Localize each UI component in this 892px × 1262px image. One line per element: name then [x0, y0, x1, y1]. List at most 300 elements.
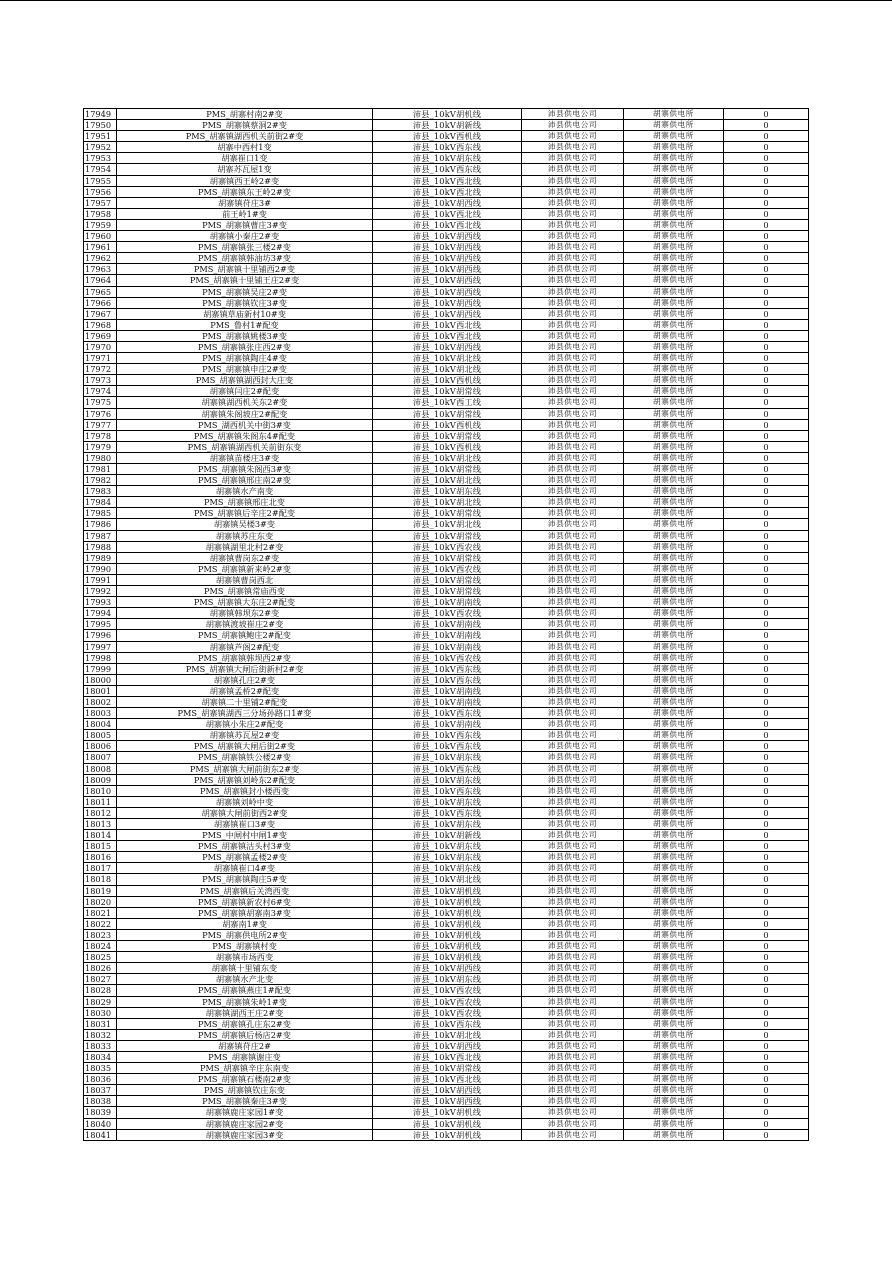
- transformer-name-cell: PMS_胡寨镇韩油坊3#变: [117, 253, 373, 264]
- value-cell: 0: [724, 242, 809, 253]
- value-cell: 0: [724, 597, 809, 608]
- row-number-cell: 18016: [84, 852, 117, 863]
- value-cell: 0: [724, 1107, 809, 1118]
- company-cell: 沛县供电公司: [522, 475, 624, 486]
- line-cell: 沛县_10kV胡机线: [373, 1107, 522, 1118]
- station-cell: 胡寨供电所: [624, 730, 724, 741]
- line-cell: 沛县_10kV西机线: [373, 375, 522, 386]
- table-row: [84, 242, 809, 253]
- value-cell: 0: [724, 1063, 809, 1074]
- station-cell: 胡寨供电所: [624, 164, 724, 175]
- value-cell: 0: [724, 763, 809, 774]
- row-number-cell: 18023: [84, 929, 117, 940]
- company-cell: 沛县供电公司: [522, 153, 624, 164]
- line-cell: 沛县_10kV胡常线: [373, 508, 522, 519]
- transformer-name-cell: 胡寨南1#变: [117, 918, 373, 929]
- table-body: [84, 109, 809, 1141]
- row-number-cell: 17963: [84, 264, 117, 275]
- station-cell: 胡寨供电所: [624, 319, 724, 330]
- table-row: [84, 219, 809, 230]
- value-cell: 0: [724, 231, 809, 242]
- table-row: [84, 652, 809, 663]
- row-number-cell: 18026: [84, 963, 117, 974]
- value-cell: 0: [724, 1085, 809, 1096]
- row-number-cell: 17988: [84, 541, 117, 552]
- station-cell: 胡寨供电所: [624, 264, 724, 275]
- line-cell: 沛县_10kV胡机线: [373, 941, 522, 952]
- transformer-name-cell: PMS_胡寨镇胡寨南3#变: [117, 907, 373, 918]
- table-row: [84, 807, 809, 818]
- company-cell: 沛县供电公司: [522, 563, 624, 574]
- table-row: [84, 929, 809, 940]
- transformer-name-cell: 胡寨镇芦阁2#配变: [117, 641, 373, 652]
- value-cell: 0: [724, 330, 809, 341]
- row-number-cell: 17983: [84, 486, 117, 497]
- line-cell: 沛县_10kV胡北线: [373, 364, 522, 375]
- value-cell: 0: [724, 497, 809, 508]
- company-cell: 沛县供电公司: [522, 197, 624, 208]
- transformer-name-cell: PMS_胡寨镇蔡洞2#变: [117, 120, 373, 131]
- value-cell: 0: [724, 109, 809, 120]
- row-number-cell: 18011: [84, 796, 117, 807]
- value-cell: 0: [724, 674, 809, 685]
- station-cell: 胡寨供电所: [624, 253, 724, 264]
- table-row: [84, 685, 809, 696]
- company-cell: 沛县供电公司: [522, 175, 624, 186]
- row-number-cell: 18031: [84, 1018, 117, 1029]
- value-cell: 0: [724, 819, 809, 830]
- station-cell: 胡寨供电所: [624, 719, 724, 730]
- value-cell: 0: [724, 985, 809, 996]
- station-cell: 胡寨供电所: [624, 774, 724, 785]
- company-cell: 沛县供电公司: [522, 741, 624, 752]
- row-number-cell: 18007: [84, 752, 117, 763]
- company-cell: 沛县供电公司: [522, 574, 624, 585]
- transformer-name-cell: PMS_胡寨镇大闸前街东2#变: [117, 763, 373, 774]
- station-cell: 胡寨供电所: [624, 663, 724, 674]
- station-cell: 胡寨供电所: [624, 497, 724, 508]
- table-row: [84, 441, 809, 452]
- value-cell: 0: [724, 941, 809, 952]
- station-cell: 胡寨供电所: [624, 475, 724, 486]
- company-cell: 沛县供电公司: [522, 1129, 624, 1140]
- transformer-name-cell: 胡寨镇湖西王庄2#变: [117, 1007, 373, 1018]
- table-row: [84, 208, 809, 219]
- table-row: [84, 341, 809, 352]
- row-number-cell: 18006: [84, 741, 117, 752]
- row-number-cell: 18035: [84, 1063, 117, 1074]
- row-number-cell: 17981: [84, 464, 117, 475]
- station-cell: 胡寨供电所: [624, 885, 724, 896]
- table-row: [84, 364, 809, 375]
- station-cell: 胡寨供电所: [624, 109, 724, 120]
- row-number-cell: 18018: [84, 874, 117, 885]
- table-row: [84, 286, 809, 297]
- line-cell: 沛县_10kV胡常线: [373, 586, 522, 597]
- table-row: [84, 452, 809, 463]
- company-cell: 沛县供电公司: [522, 1029, 624, 1040]
- value-cell: 0: [724, 696, 809, 707]
- transformer-name-cell: 胡寨镇苻庄2#: [117, 1040, 373, 1051]
- company-cell: 沛县供电公司: [522, 319, 624, 330]
- row-number-cell: 17980: [84, 452, 117, 463]
- table-row: [84, 253, 809, 264]
- company-cell: 沛县供电公司: [522, 918, 624, 929]
- transformer-name-cell: PMS_胡寨镇沽头村3#变: [117, 841, 373, 852]
- transformer-name-cell: 前王岭1#变: [117, 208, 373, 219]
- table-row: [84, 941, 809, 952]
- transformer-name-cell: 胡寨镇鹿庄家园1#变: [117, 1107, 373, 1118]
- station-cell: 胡寨供电所: [624, 142, 724, 153]
- company-cell: 沛县供电公司: [522, 1085, 624, 1096]
- company-cell: 沛县供电公司: [522, 708, 624, 719]
- station-cell: 胡寨供电所: [624, 242, 724, 253]
- line-cell: 沛县_10kV西农线: [373, 985, 522, 996]
- transformer-name-cell: PMS_胡寨镇陶庄4#变: [117, 353, 373, 364]
- company-cell: 沛县供电公司: [522, 253, 624, 264]
- station-cell: 胡寨供电所: [624, 563, 724, 574]
- value-cell: 0: [724, 419, 809, 430]
- row-number-cell: 18003: [84, 708, 117, 719]
- line-cell: 沛县_10kV西东线: [373, 741, 522, 752]
- station-cell: 胡寨供电所: [624, 1118, 724, 1129]
- line-cell: 沛县_10kV西北线: [373, 208, 522, 219]
- value-cell: 0: [724, 741, 809, 752]
- company-cell: 沛县供电公司: [522, 353, 624, 364]
- company-cell: 沛县供电公司: [522, 519, 624, 530]
- transformer-name-cell: 胡寨苏瓦屋1变: [117, 164, 373, 175]
- row-number-cell: 17959: [84, 219, 117, 230]
- company-cell: 沛县供电公司: [522, 464, 624, 475]
- station-cell: 胡寨供电所: [624, 941, 724, 952]
- row-number-cell: 18014: [84, 830, 117, 841]
- company-cell: 沛县供电公司: [522, 674, 624, 685]
- row-number-cell: 17978: [84, 430, 117, 441]
- row-number-cell: 17985: [84, 508, 117, 519]
- line-cell: 沛县_10kV胡北线: [373, 519, 522, 530]
- transformer-name-cell: 胡寨镇水产南变: [117, 486, 373, 497]
- line-cell: 沛县_10kV胡常线: [373, 530, 522, 541]
- table-row: [84, 1107, 809, 1118]
- table-row: [84, 796, 809, 807]
- station-cell: 胡寨供电所: [624, 963, 724, 974]
- value-cell: 0: [724, 275, 809, 286]
- value-cell: 0: [724, 1040, 809, 1051]
- company-cell: 沛县供电公司: [522, 974, 624, 985]
- company-cell: 沛县供电公司: [522, 364, 624, 375]
- value-cell: 0: [724, 608, 809, 619]
- row-number-cell: 17949: [84, 109, 117, 120]
- station-cell: 胡寨供电所: [624, 386, 724, 397]
- transformer-name-cell: PMS_胡寨镇湖西机关前街东变: [117, 441, 373, 452]
- company-cell: 沛县供电公司: [522, 441, 624, 452]
- table-row: [84, 974, 809, 985]
- transformer-name-cell: PMS_胡寨镇东王岭2#变: [117, 186, 373, 197]
- value-cell: 0: [724, 341, 809, 352]
- station-cell: 胡寨供电所: [624, 219, 724, 230]
- table-row: [84, 131, 809, 142]
- row-number-cell: 18010: [84, 785, 117, 796]
- transformer-name-cell: 胡寨镇小朱庄2#配变: [117, 719, 373, 730]
- line-cell: 沛县_10kV胡南线: [373, 696, 522, 707]
- value-cell: 0: [724, 208, 809, 219]
- table-row: [84, 475, 809, 486]
- station-cell: 胡寨供电所: [624, 175, 724, 186]
- company-cell: 沛县供电公司: [522, 652, 624, 663]
- value-cell: 0: [724, 464, 809, 475]
- transformer-name-cell: PMS_胡寨镇新农村6#变: [117, 896, 373, 907]
- line-cell: 沛县_10kV胡东线: [373, 819, 522, 830]
- row-number-cell: 17968: [84, 319, 117, 330]
- station-cell: 胡寨供电所: [624, 619, 724, 630]
- value-cell: 0: [724, 430, 809, 441]
- row-number-cell: 18005: [84, 730, 117, 741]
- table-row: [84, 863, 809, 874]
- transformer-name-cell: PMS_胡寨镇新来岭2#变: [117, 563, 373, 574]
- station-cell: 胡寨供电所: [624, 874, 724, 885]
- line-cell: 沛县_10kV胡常线: [373, 430, 522, 441]
- company-cell: 沛县供电公司: [522, 719, 624, 730]
- line-cell: 沛县_10kV胡南线: [373, 630, 522, 641]
- line-cell: 沛县_10kV西东线: [373, 708, 522, 719]
- value-cell: 0: [724, 541, 809, 552]
- line-cell: 沛县_10kV胡北线: [373, 452, 522, 463]
- value-cell: 0: [724, 319, 809, 330]
- line-cell: 沛县_10kV胡东线: [373, 863, 522, 874]
- company-cell: 沛县供电公司: [522, 541, 624, 552]
- transformer-name-cell: PMS_胡寨镇邢庄北变: [117, 497, 373, 508]
- line-cell: 沛县_10kV胡东线: [373, 852, 522, 863]
- transformer-name-cell: 胡寨镇刘岭中变: [117, 796, 373, 807]
- company-cell: 沛县供电公司: [522, 164, 624, 175]
- company-cell: 沛县供电公司: [522, 963, 624, 974]
- table-row: [84, 164, 809, 175]
- value-cell: 0: [724, 1129, 809, 1140]
- transformer-name-cell: 胡寨中西村1变: [117, 142, 373, 153]
- company-cell: 沛县供电公司: [522, 408, 624, 419]
- line-cell: 沛县_10kV西北线: [373, 175, 522, 186]
- company-cell: 沛县供电公司: [522, 242, 624, 253]
- row-number-cell: 17953: [84, 153, 117, 164]
- station-cell: 胡寨供电所: [624, 597, 724, 608]
- line-cell: 沛县_10kV胡机线: [373, 1129, 522, 1140]
- company-cell: 沛县供电公司: [522, 208, 624, 219]
- value-cell: 0: [724, 1051, 809, 1062]
- table-row: [84, 674, 809, 685]
- transformer-name-cell: PMS_胡寨镇刘岭东2#配变: [117, 774, 373, 785]
- line-cell: 沛县_10kV胡北线: [373, 475, 522, 486]
- value-cell: 0: [724, 375, 809, 386]
- station-cell: 胡寨供电所: [624, 308, 724, 319]
- table-row: [84, 785, 809, 796]
- row-number-cell: 17974: [84, 386, 117, 397]
- company-cell: 沛县供电公司: [522, 264, 624, 275]
- table-row: [84, 464, 809, 475]
- company-cell: 沛县供电公司: [522, 120, 624, 131]
- row-number-cell: 17992: [84, 586, 117, 597]
- station-cell: 胡寨供电所: [624, 1063, 724, 1074]
- station-cell: 胡寨供电所: [624, 208, 724, 219]
- transformer-name-cell: PMS_胡寨镇朱阁东4#配变: [117, 430, 373, 441]
- company-cell: 沛县供电公司: [522, 819, 624, 830]
- row-number-cell: 17989: [84, 552, 117, 563]
- station-cell: 胡寨供电所: [624, 852, 724, 863]
- value-cell: 0: [724, 142, 809, 153]
- value-cell: 0: [724, 963, 809, 974]
- line-cell: 沛县_10kV胡常线: [373, 574, 522, 585]
- line-cell: 沛县_10kV胡常线: [373, 386, 522, 397]
- company-cell: 沛县供电公司: [522, 730, 624, 741]
- row-number-cell: 18030: [84, 1007, 117, 1018]
- row-number-cell: 18028: [84, 985, 117, 996]
- value-cell: 0: [724, 719, 809, 730]
- transformer-name-cell: PMS_胡寨镇张庄西2#变: [117, 341, 373, 352]
- company-cell: 沛县供电公司: [522, 375, 624, 386]
- value-cell: 0: [724, 1007, 809, 1018]
- station-cell: 胡寨供电所: [624, 541, 724, 552]
- row-number-cell: 17965: [84, 286, 117, 297]
- line-cell: 沛县_10kV西农线: [373, 608, 522, 619]
- value-cell: 0: [724, 841, 809, 852]
- document-page: [83, 108, 808, 1141]
- company-cell: 沛县供电公司: [522, 530, 624, 541]
- table-row: [84, 841, 809, 852]
- transformer-name-cell: 胡寨镇孟桥2#配变: [117, 685, 373, 696]
- table-row: [84, 819, 809, 830]
- row-number-cell: 17996: [84, 630, 117, 641]
- table-row: [84, 996, 809, 1007]
- table-row: [84, 952, 809, 963]
- row-number-cell: 17954: [84, 164, 117, 175]
- station-cell: 胡寨供电所: [624, 464, 724, 475]
- value-cell: 0: [724, 652, 809, 663]
- table-row: [84, 297, 809, 308]
- row-number-cell: 18000: [84, 674, 117, 685]
- transformer-name-cell: PMS_胡寨镇秦庄3#变: [117, 1096, 373, 1107]
- value-cell: 0: [724, 131, 809, 142]
- line-cell: 沛县_10kV胡西线: [373, 275, 522, 286]
- row-number-cell: 17991: [84, 574, 117, 585]
- line-cell: 沛县_10kV胡西线: [373, 242, 522, 253]
- station-cell: 胡寨供电所: [624, 1096, 724, 1107]
- company-cell: 沛县供电公司: [522, 685, 624, 696]
- station-cell: 胡寨供电所: [624, 330, 724, 341]
- station-cell: 胡寨供电所: [624, 419, 724, 430]
- company-cell: 沛县供电公司: [522, 486, 624, 497]
- station-cell: 胡寨供电所: [624, 974, 724, 985]
- station-cell: 胡寨供电所: [624, 574, 724, 585]
- station-cell: 胡寨供电所: [624, 353, 724, 364]
- table-row: [84, 1074, 809, 1085]
- station-cell: 胡寨供电所: [624, 708, 724, 719]
- value-cell: 0: [724, 219, 809, 230]
- line-cell: 沛县_10kV胡西线: [373, 231, 522, 242]
- table-row: [84, 1129, 809, 1140]
- line-cell: 沛县_10kV胡机线: [373, 952, 522, 963]
- value-cell: 0: [724, 630, 809, 641]
- value-cell: 0: [724, 663, 809, 674]
- row-number-cell: 17987: [84, 530, 117, 541]
- value-cell: 0: [724, 752, 809, 763]
- station-cell: 胡寨供电所: [624, 397, 724, 408]
- row-number-cell: 18001: [84, 685, 117, 696]
- transformer-name-cell: PMS_湖西机关中街3#变: [117, 419, 373, 430]
- company-cell: 沛县供电公司: [522, 386, 624, 397]
- station-cell: 胡寨供电所: [624, 197, 724, 208]
- station-cell: 胡寨供电所: [624, 819, 724, 830]
- value-cell: 0: [724, 574, 809, 585]
- row-number-cell: 17977: [84, 419, 117, 430]
- line-cell: 沛县_10kV西东线: [373, 730, 522, 741]
- transformer-name-cell: PMS_胡寨镇湖西封大庄变: [117, 375, 373, 386]
- value-cell: 0: [724, 519, 809, 530]
- line-cell: 沛县_10kV西东线: [373, 142, 522, 153]
- row-number-cell: 18041: [84, 1129, 117, 1140]
- row-number-cell: 17972: [84, 364, 117, 375]
- transformer-name-cell: 胡寨镇湖里北村2#变: [117, 541, 373, 552]
- station-cell: 胡寨供电所: [624, 364, 724, 375]
- row-number-cell: 17999: [84, 663, 117, 674]
- value-cell: 0: [724, 685, 809, 696]
- transformer-name-cell: 胡寨镇渡坡崔庄2#变: [117, 619, 373, 630]
- table-row: [84, 830, 809, 841]
- row-number-cell: 18024: [84, 941, 117, 952]
- row-number-cell: 18004: [84, 719, 117, 730]
- line-cell: 沛县_10kV胡常线: [373, 552, 522, 563]
- line-cell: 沛县_10kV胡机线: [373, 885, 522, 896]
- row-number-cell: 17955: [84, 175, 117, 186]
- company-cell: 沛县供电公司: [522, 231, 624, 242]
- line-cell: 沛县_10kV西北线: [373, 186, 522, 197]
- company-cell: 沛县供电公司: [522, 275, 624, 286]
- transformer-name-cell: 胡寨崔口1变: [117, 153, 373, 164]
- value-cell: 0: [724, 1029, 809, 1040]
- transformer-name-cell: 胡寨镇鹿庄家园2#变: [117, 1118, 373, 1129]
- row-number-cell: 18032: [84, 1029, 117, 1040]
- value-cell: 0: [724, 807, 809, 818]
- company-cell: 沛县供电公司: [522, 608, 624, 619]
- row-number-cell: 17957: [84, 197, 117, 208]
- company-cell: 沛县供电公司: [522, 774, 624, 785]
- transformer-name-cell: 胡寨镇湖西机关东2#变: [117, 397, 373, 408]
- transformer-name-cell: PMS_胡寨供电所2#变: [117, 929, 373, 940]
- table-row: [84, 641, 809, 652]
- station-cell: 胡寨供电所: [624, 985, 724, 996]
- line-cell: 沛县_10kV西东线: [373, 807, 522, 818]
- row-number-cell: 17973: [84, 375, 117, 386]
- company-cell: 沛县供电公司: [522, 852, 624, 863]
- value-cell: 0: [724, 918, 809, 929]
- value-cell: 0: [724, 1074, 809, 1085]
- transformer-name-cell: 胡寨镇崔口3#变: [117, 819, 373, 830]
- transformer-name-cell: 胡寨镇十里铺东变: [117, 963, 373, 974]
- transformer-name-cell: 胡寨镇草庙新村10#变: [117, 308, 373, 319]
- row-number-cell: 17979: [84, 441, 117, 452]
- table-row: [84, 586, 809, 597]
- value-cell: 0: [724, 475, 809, 486]
- transformer-name-cell: 胡寨镇苏瓦屋2#变: [117, 730, 373, 741]
- company-cell: 沛县供电公司: [522, 419, 624, 430]
- line-cell: 沛县_10kV胡东线: [373, 774, 522, 785]
- station-cell: 胡寨供电所: [624, 452, 724, 463]
- company-cell: 沛县供电公司: [522, 696, 624, 707]
- line-cell: 沛县_10kV胡南线: [373, 619, 522, 630]
- table-row: [84, 530, 809, 541]
- value-cell: 0: [724, 619, 809, 630]
- line-cell: 沛县_10kV胡机线: [373, 918, 522, 929]
- station-cell: 胡寨供电所: [624, 630, 724, 641]
- transformer-name-cell: 胡寨镇曹岗东2#变: [117, 552, 373, 563]
